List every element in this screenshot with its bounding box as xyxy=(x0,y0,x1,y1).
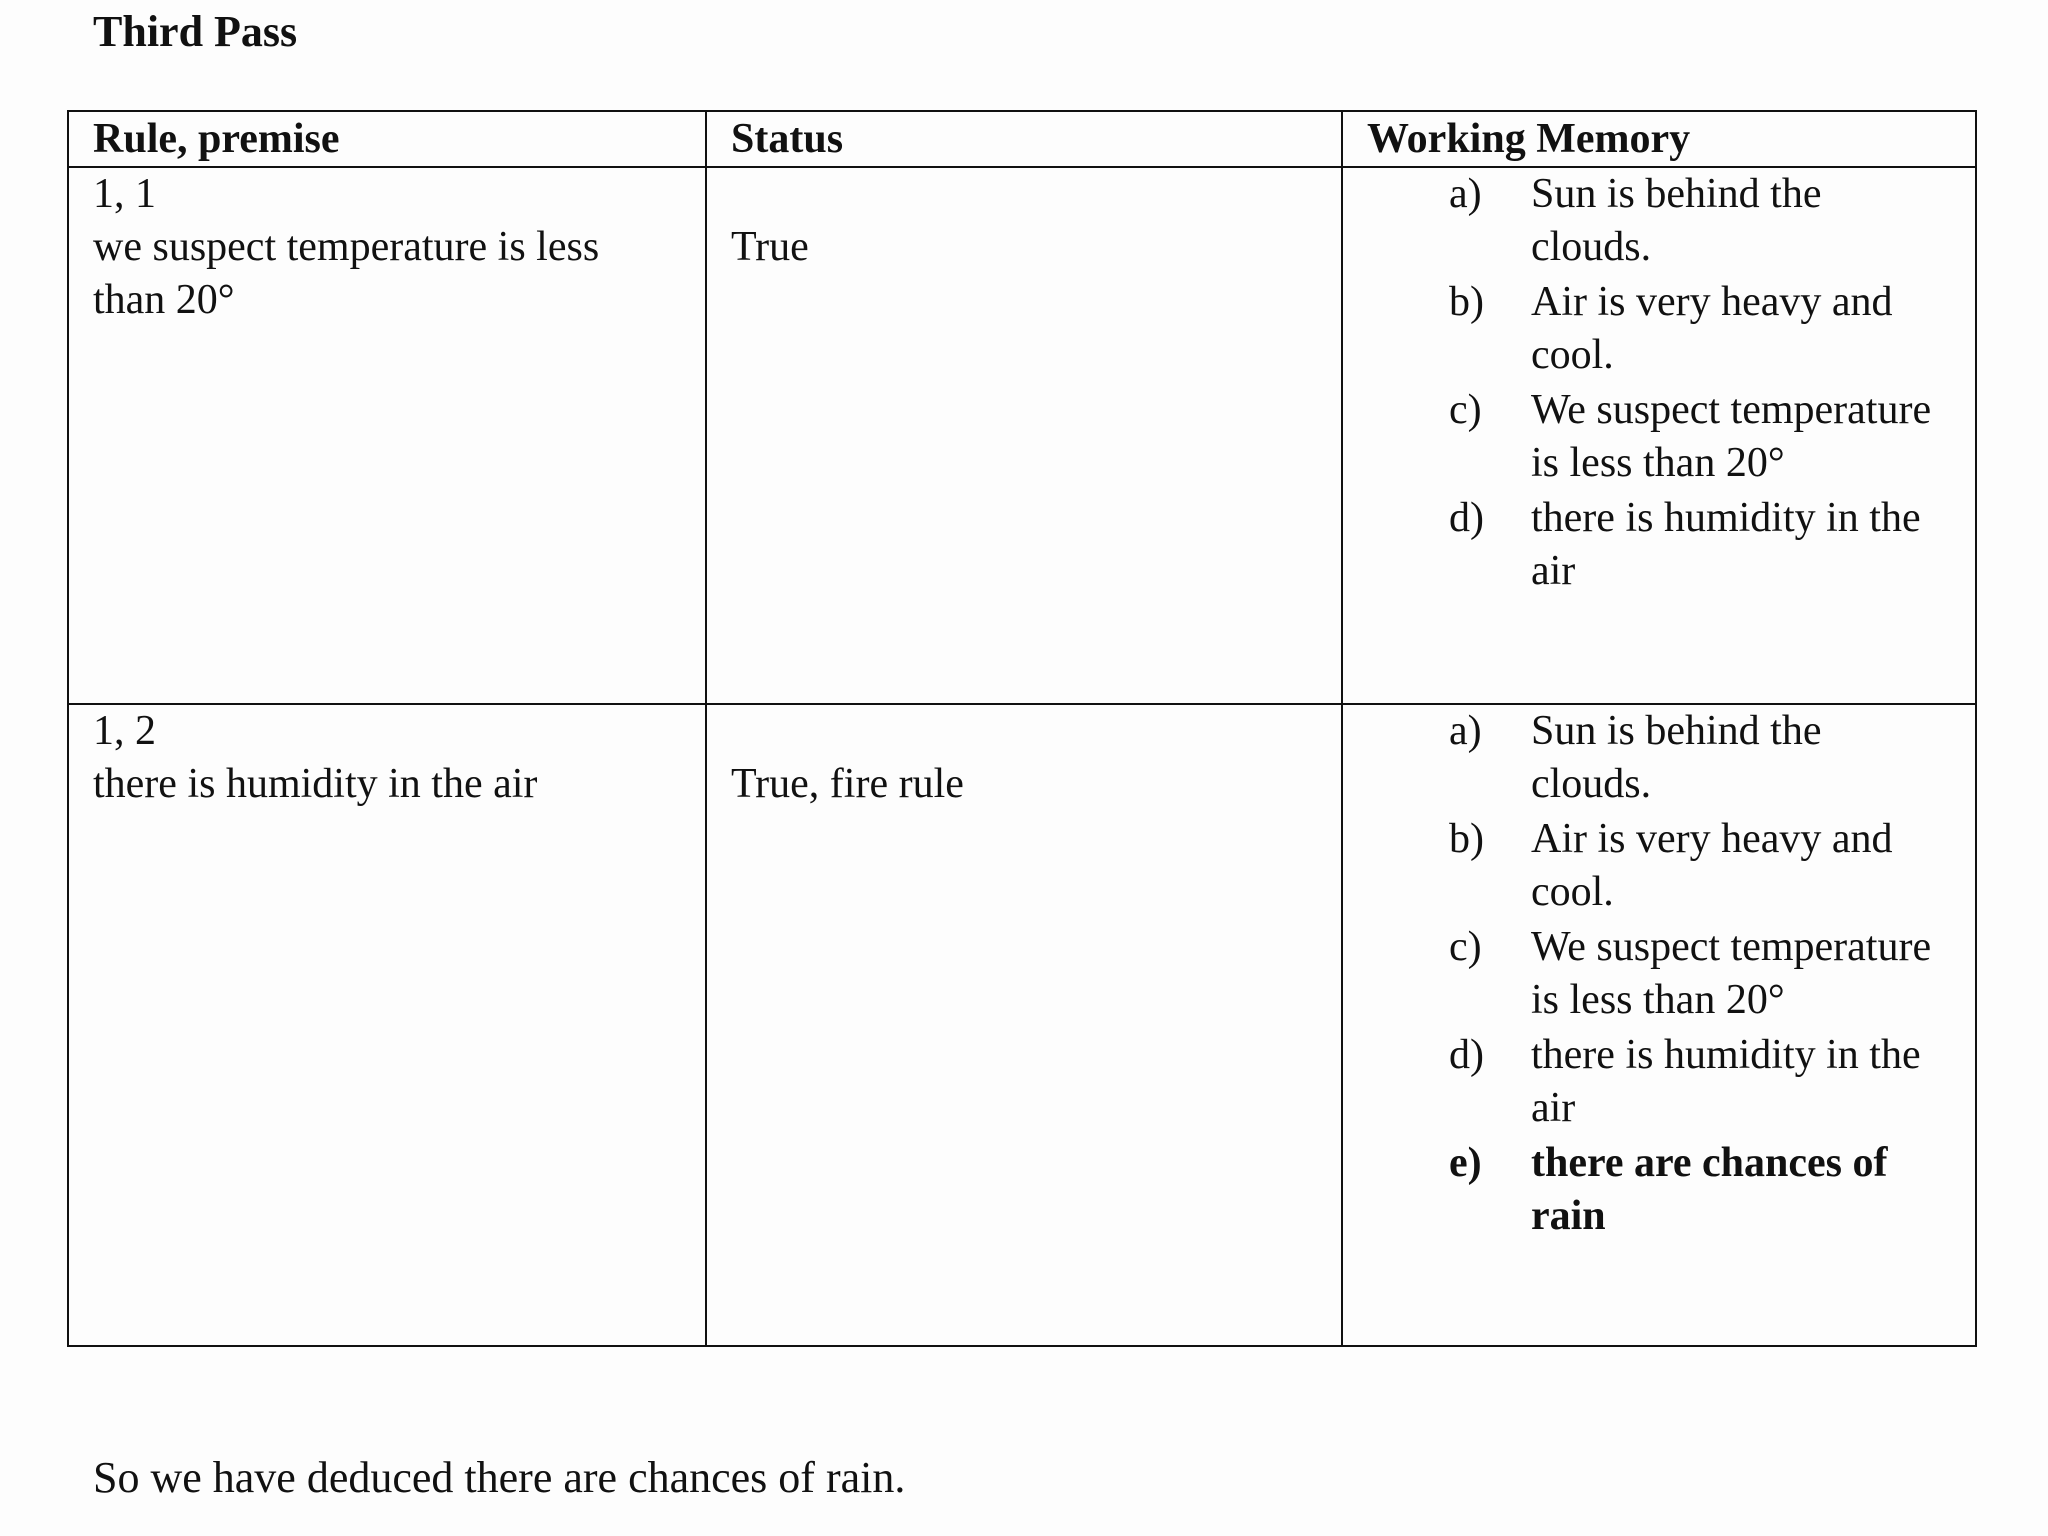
list-marker: d) xyxy=(1449,1032,1484,1078)
memory-fact: Sun is behind the clouds. xyxy=(1531,708,1822,807)
status-text: True, fire rule xyxy=(731,761,964,807)
status-cell xyxy=(706,167,1342,704)
rule-number: 1, 2 xyxy=(93,708,156,754)
working-memory-cell xyxy=(1342,167,1976,704)
column-header-working-memory: Working Memory xyxy=(1342,111,1976,167)
list-marker: c) xyxy=(1449,387,1482,433)
rule-premise-cell xyxy=(68,704,706,1346)
list-marker: b) xyxy=(1449,279,1484,325)
list-marker: d) xyxy=(1449,495,1484,541)
inference-table xyxy=(67,110,1977,1347)
list-item xyxy=(1449,384,1951,490)
list-item xyxy=(1449,492,1951,598)
premise-text: there is humidity in the air xyxy=(93,761,538,807)
rule-premise-cell xyxy=(68,167,706,704)
list-marker: a) xyxy=(1449,171,1482,217)
memory-fact: Air is very heavy and cool. xyxy=(1531,279,1893,378)
list-item xyxy=(1449,921,1951,1027)
column-header-status: Status xyxy=(706,111,1342,167)
memory-fact: We suspect temperature is less than 20° xyxy=(1531,387,1932,486)
list-item-deduced xyxy=(1449,1137,1951,1243)
table-row xyxy=(68,167,1976,704)
deduced-fact: there are chances of rain xyxy=(1531,1140,1888,1239)
list-marker: b) xyxy=(1449,816,1484,862)
working-memory-list xyxy=(1367,168,1951,598)
memory-fact: Air is very heavy and cool. xyxy=(1531,816,1893,915)
memory-fact: there is humidity in the air xyxy=(1531,495,1921,594)
status-cell xyxy=(706,704,1342,1346)
memory-fact: We suspect temperature is less than 20° xyxy=(1531,924,1932,1023)
list-item xyxy=(1449,1029,1951,1135)
list-item xyxy=(1449,813,1951,919)
list-marker: e) xyxy=(1449,1140,1482,1186)
section-title: Third Pass xyxy=(93,7,298,56)
column-header-rule-premise: Rule, premise xyxy=(68,111,706,167)
status-text: True xyxy=(731,224,809,270)
memory-fact: there is humidity in the air xyxy=(1531,1032,1921,1131)
rule-number: 1, 1 xyxy=(93,171,156,217)
list-marker: a) xyxy=(1449,708,1482,754)
working-memory-list xyxy=(1367,705,1951,1243)
list-item xyxy=(1449,705,1951,811)
list-marker: c) xyxy=(1449,924,1482,970)
premise-text: we suspect temperature is less than 20° xyxy=(93,224,600,323)
table-row xyxy=(68,704,1976,1346)
conclusion-text: So we have deduced there are chances of rain. xyxy=(93,1453,906,1502)
list-item xyxy=(1449,168,1951,274)
list-item xyxy=(1449,276,1951,382)
table-header-row xyxy=(68,111,1976,167)
working-memory-cell xyxy=(1342,704,1976,1346)
memory-fact: Sun is behind the clouds. xyxy=(1531,171,1822,270)
